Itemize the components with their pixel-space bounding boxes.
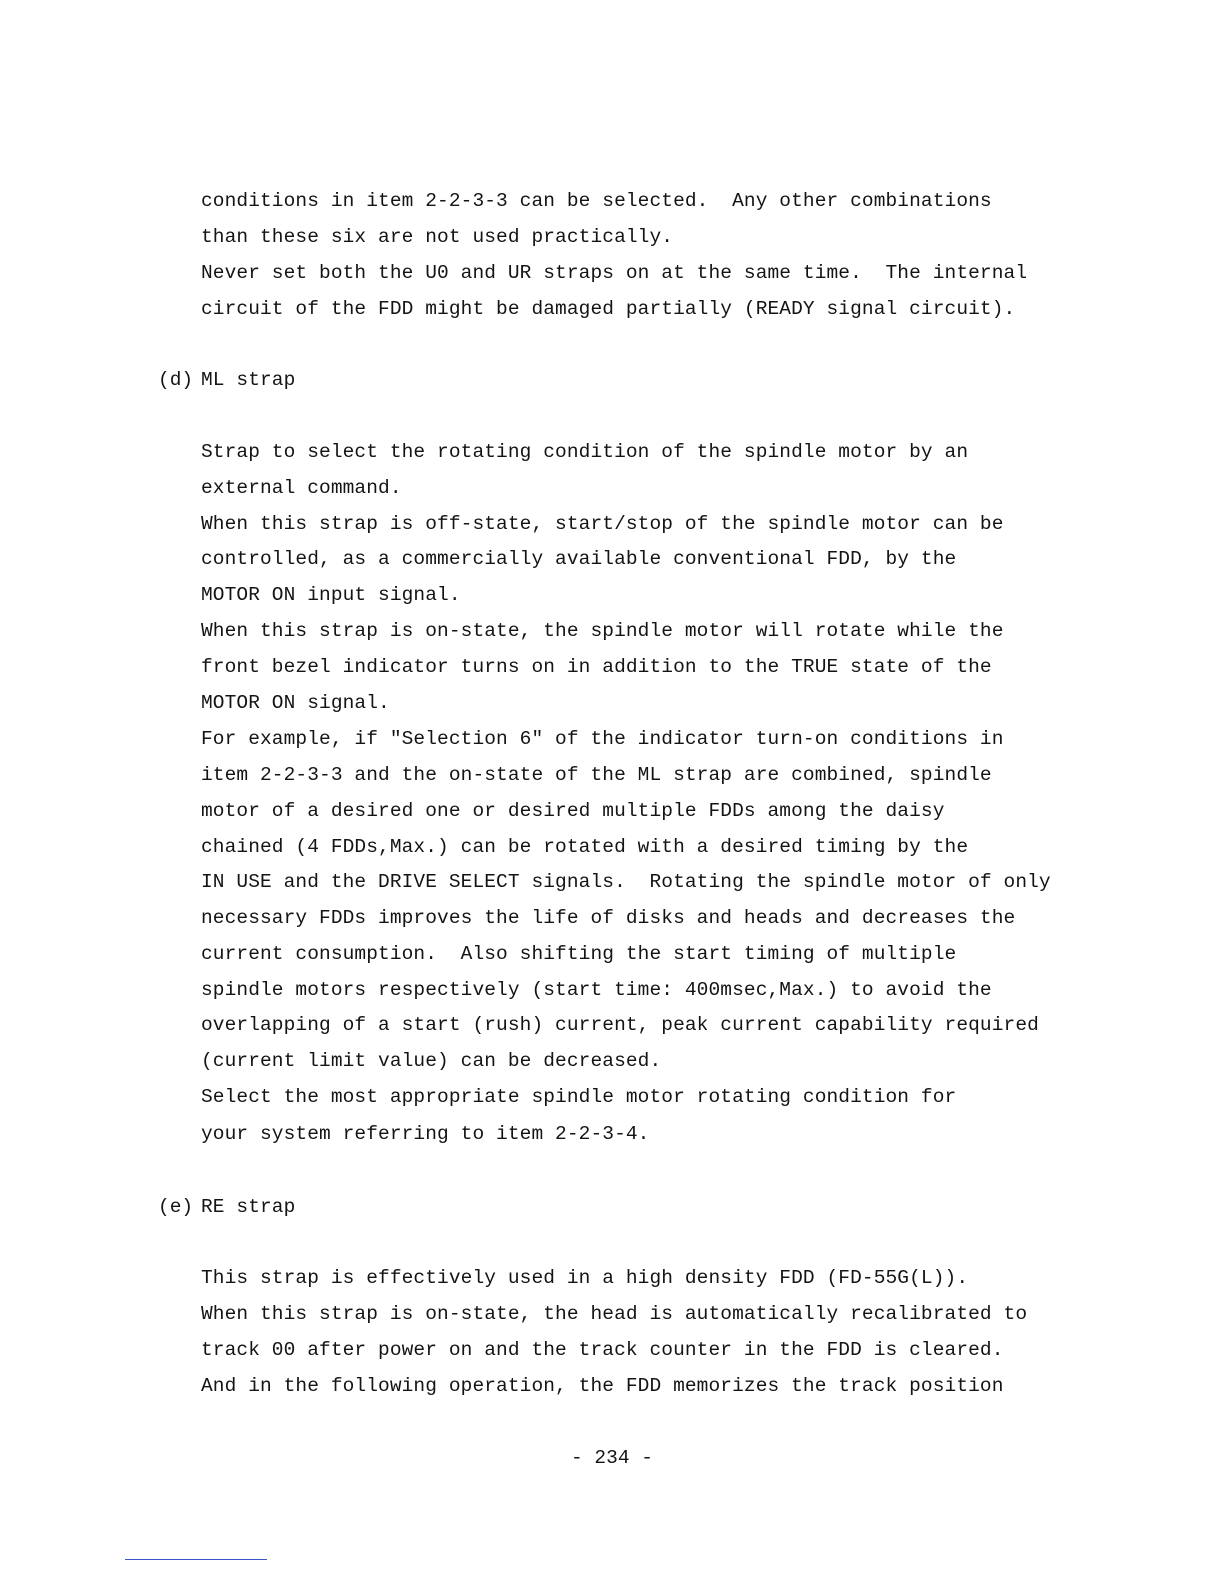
section-d-line: motor of a desired one or desired multiple FDDs among the daisy [201,800,945,822]
section-d-line: For example, if "Selection 6" of the indicator turn-on conditions in [201,728,1004,750]
section-d-line: item 2-2-3-3 and the on-state of the ML strap are combined, spindle [201,764,992,786]
intro-line: Never set both the U0 and UR straps on at the same time. The internal [201,262,1028,284]
section-d-line: MOTOR ON input signal. [201,584,461,606]
section-d-line: your system referring to item 2-2-3-4. [201,1123,650,1145]
intro-line: circuit of the FDD might be damaged partially (READY signal circuit). [201,298,1016,320]
section-d-line: spindle motors respectively (start time: 400msec,Max.) to avoid the [201,979,992,1001]
section-d-line: MOTOR ON signal. [201,692,390,714]
section-e-line: track 00 after power on and the track counter in the FDD is cleared. [201,1339,1004,1361]
intro-line: than these six are not used practically. [201,226,674,248]
section-d-line: Select the most appropriate spindle motor rotating condition for [201,1086,957,1108]
section-e-line: And in the following operation, the FDD memorizes the track position [201,1375,1004,1397]
section-d-line: chained (4 FDDs,Max.) can be rotated with a desired timing by the [201,836,969,858]
section-e-label: (e) [158,1196,194,1218]
intro-line: conditions in item 2-2-3-3 can be selected. Any other combinations [201,190,992,212]
section-e-line: This strap is effectively used in a high density FDD (FD-55G(L)). [201,1267,969,1289]
section-d-line: (current limit value) can be decreased. [201,1050,662,1072]
section-d-line: IN USE and the DRIVE SELECT signals. Rotating the spindle motor of only [201,871,1051,893]
section-d-line: controlled, as a commercially available conventional FDD, by the [201,548,957,570]
section-e-title: RE strap [201,1196,296,1218]
section-d-line: Strap to select the rotating condition of the spindle motor by an [201,441,969,463]
section-d-line: overlapping of a start (rush) current, peak current capability required [201,1014,1039,1036]
footnote-divider [125,1559,267,1560]
section-d-line: current consumption. Also shifting the start timing of multiple [201,943,957,965]
page-number: - 234 - [571,1447,653,1469]
section-d-label: (d) [158,369,194,391]
section-e-line: When this strap is on-state, the head is automatically recalibrated to [201,1303,1028,1325]
section-d-line: When this strap is off-state, start/stop of the spindle motor can be [201,513,1004,535]
section-d-line: front bezel indicator turns on in addition to the TRUE state of the [201,656,992,678]
section-d-line: external command. [201,477,402,499]
section-d-line: When this strap is on-state, the spindle motor will rotate while the [201,620,1004,642]
section-d-title: ML strap [201,369,296,391]
section-d-line: necessary FDDs improves the life of disks and heads and decreases the [201,907,1016,929]
